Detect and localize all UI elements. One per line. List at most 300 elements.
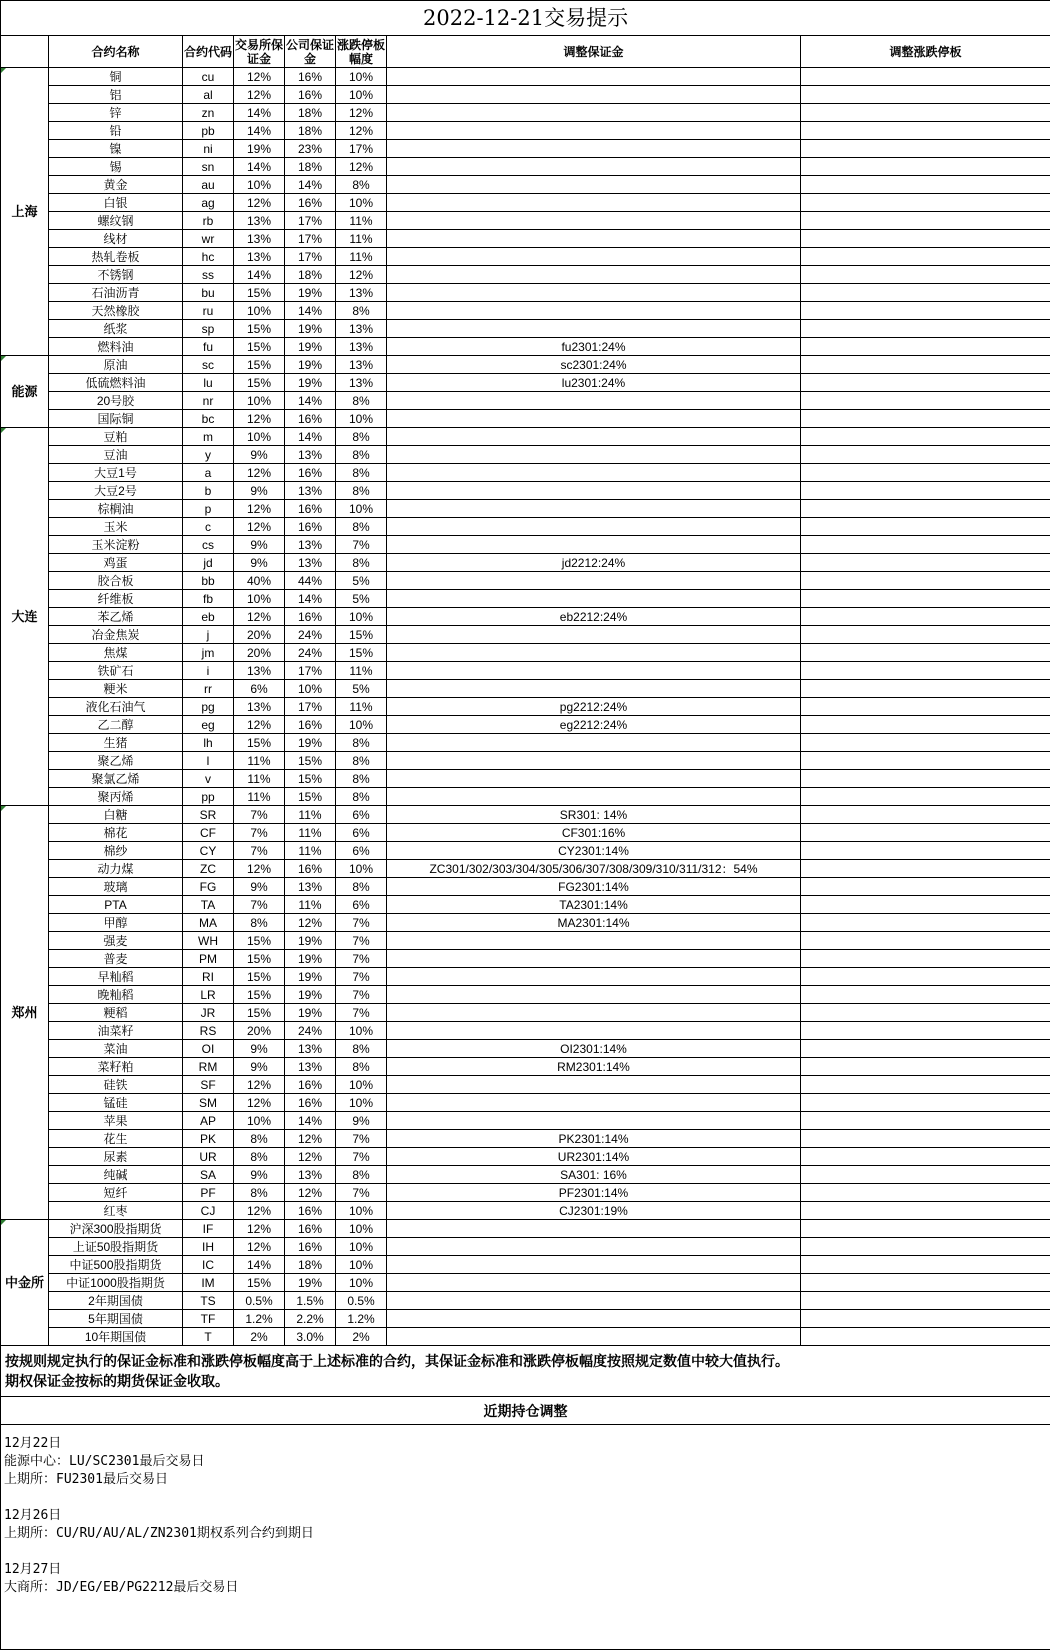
adjust-margin-cell bbox=[387, 1004, 801, 1022]
contract-name-cell: 螺纹钢 bbox=[49, 212, 183, 230]
company-margin-cell: 13% bbox=[285, 1058, 336, 1076]
contract-name-cell: 镍 bbox=[49, 140, 183, 158]
contract-name-cell: 苹果 bbox=[49, 1112, 183, 1130]
note-line: 按规则规定执行的保证金标准和涨跌停板幅度高于上述标准的合约，其保证金标准和涨跌停板幅度按照规定数值中较大值执行。 bbox=[5, 1351, 1046, 1371]
header-company-margin: 公司保证金 bbox=[285, 36, 336, 68]
limit-range-cell: 2% bbox=[336, 1328, 387, 1346]
exchange-margin-cell: 9% bbox=[234, 878, 285, 896]
contract-code-cell: fb bbox=[183, 590, 234, 608]
limit-range-cell: 13% bbox=[336, 338, 387, 356]
adjust-limit-cell bbox=[801, 122, 1050, 140]
table-row bbox=[1, 644, 1050, 662]
limit-range-cell: 10% bbox=[336, 194, 387, 212]
table-row bbox=[1, 320, 1050, 338]
adjust-margin-cell bbox=[387, 590, 801, 608]
company-margin-cell: 18% bbox=[285, 158, 336, 176]
adjust-margin-cell bbox=[387, 302, 801, 320]
table-row bbox=[1, 446, 1050, 464]
table-row bbox=[1, 1274, 1050, 1292]
limit-range-cell: 8% bbox=[336, 464, 387, 482]
company-margin-cell: 19% bbox=[285, 1274, 336, 1292]
adjust-limit-cell bbox=[801, 428, 1050, 446]
table-row bbox=[1, 734, 1050, 752]
adjust-margin-cell bbox=[387, 1022, 801, 1040]
table-row bbox=[1, 770, 1050, 788]
contract-name-cell: 棕榈油 bbox=[49, 500, 183, 518]
contract-name-cell: 粳稻 bbox=[49, 1004, 183, 1022]
exchange-cell: 郑州 bbox=[1, 806, 49, 1220]
contract-name-cell: 上证50股指期货 bbox=[49, 1238, 183, 1256]
company-margin-cell: 14% bbox=[285, 392, 336, 410]
adjust-margin-cell: UR2301:14% bbox=[387, 1148, 801, 1166]
limit-range-cell: 7% bbox=[336, 914, 387, 932]
contract-name-cell: 强麦 bbox=[49, 932, 183, 950]
contract-name-cell: 线材 bbox=[49, 230, 183, 248]
limit-range-cell: 8% bbox=[336, 752, 387, 770]
limit-range-cell: 10% bbox=[336, 608, 387, 626]
adjust-limit-cell bbox=[801, 680, 1050, 698]
header-exchange bbox=[1, 36, 49, 68]
exchange-margin-cell: 10% bbox=[234, 590, 285, 608]
contract-code-cell: hc bbox=[183, 248, 234, 266]
limit-range-cell: 8% bbox=[336, 554, 387, 572]
adjust-margin-cell bbox=[387, 770, 801, 788]
contract-code-cell: ZC bbox=[183, 860, 234, 878]
adjust-margin-cell: TA2301:14% bbox=[387, 896, 801, 914]
adjust-margin-cell: CF301:16% bbox=[387, 824, 801, 842]
adjust-margin-cell bbox=[387, 662, 801, 680]
contract-code-cell: OI bbox=[183, 1040, 234, 1058]
adjust-limit-cell bbox=[801, 320, 1050, 338]
table-row bbox=[1, 608, 1050, 626]
limit-range-cell: 10% bbox=[336, 1094, 387, 1112]
exchange-margin-cell: 8% bbox=[234, 1130, 285, 1148]
contract-code-cell: pb bbox=[183, 122, 234, 140]
exchange-margin-cell: 0.5% bbox=[234, 1292, 285, 1310]
contract-name-cell: 油菜籽 bbox=[49, 1022, 183, 1040]
adjust-margin-cell bbox=[387, 1256, 801, 1274]
company-margin-cell: 16% bbox=[285, 464, 336, 482]
exchange-margin-cell: 7% bbox=[234, 806, 285, 824]
contract-code-cell: IC bbox=[183, 1256, 234, 1274]
contract-code-cell: lu bbox=[183, 374, 234, 392]
company-margin-cell: 2.2% bbox=[285, 1310, 336, 1328]
table-row bbox=[1, 194, 1050, 212]
company-margin-cell: 15% bbox=[285, 770, 336, 788]
table-row bbox=[1, 428, 1050, 446]
adjust-limit-cell bbox=[801, 518, 1050, 536]
contract-name-cell: 黄金 bbox=[49, 176, 183, 194]
adjust-margin-cell bbox=[387, 68, 801, 86]
company-margin-cell: 17% bbox=[285, 248, 336, 266]
adjust-limit-cell bbox=[801, 212, 1050, 230]
note-line: 期权保证金按标的期货保证金收取。 bbox=[5, 1371, 1046, 1391]
adjust-limit-cell bbox=[801, 608, 1050, 626]
company-margin-cell: 14% bbox=[285, 1112, 336, 1130]
adjust-limit-cell bbox=[801, 770, 1050, 788]
contract-name-cell: 硅铁 bbox=[49, 1076, 183, 1094]
adjust-margin-cell bbox=[387, 320, 801, 338]
table-row bbox=[1, 1256, 1050, 1274]
contract-code-cell: rb bbox=[183, 212, 234, 230]
exchange-margin-cell: 11% bbox=[234, 788, 285, 806]
adjust-limit-cell bbox=[801, 1148, 1050, 1166]
contract-code-cell: ss bbox=[183, 266, 234, 284]
table-row bbox=[1, 302, 1050, 320]
adjust-limit-cell bbox=[801, 986, 1050, 1004]
table-row bbox=[1, 1022, 1050, 1040]
adjust-margin-cell bbox=[387, 230, 801, 248]
exchange-margin-cell: 10% bbox=[234, 176, 285, 194]
adjust-margin-cell: lu2301:24% bbox=[387, 374, 801, 392]
exchange-margin-cell: 15% bbox=[234, 356, 285, 374]
limit-range-cell: 7% bbox=[336, 950, 387, 968]
limit-range-cell: 5% bbox=[336, 572, 387, 590]
contract-name-cell: 白银 bbox=[49, 194, 183, 212]
exchange-margin-cell: 15% bbox=[234, 986, 285, 1004]
contract-name-cell: 花生 bbox=[49, 1130, 183, 1148]
exchange-margin-cell: 14% bbox=[234, 266, 285, 284]
contract-code-cell: CF bbox=[183, 824, 234, 842]
contract-code-cell: nr bbox=[183, 392, 234, 410]
contract-name-cell: 10年期国债 bbox=[49, 1328, 183, 1346]
adjust-limit-cell bbox=[801, 410, 1050, 428]
exchange-margin-cell: 7% bbox=[234, 842, 285, 860]
table-row bbox=[1, 176, 1050, 194]
limit-range-cell: 10% bbox=[336, 1274, 387, 1292]
contract-code-cell: b bbox=[183, 482, 234, 500]
exchange-margin-cell: 12% bbox=[234, 608, 285, 626]
adjust-margin-cell bbox=[387, 572, 801, 590]
adjust-limit-cell bbox=[801, 392, 1050, 410]
adjust-limit-cell bbox=[801, 1004, 1050, 1022]
contract-name-cell: PTA bbox=[49, 896, 183, 914]
adjust-margin-cell: RM2301:14% bbox=[387, 1058, 801, 1076]
contract-code-cell: UR bbox=[183, 1148, 234, 1166]
table-row bbox=[1, 788, 1050, 806]
adjust-margin-cell: PK2301:14% bbox=[387, 1130, 801, 1148]
adjust-limit-cell bbox=[801, 1166, 1050, 1184]
company-margin-cell: 24% bbox=[285, 644, 336, 662]
adjust-margin-cell bbox=[387, 968, 801, 986]
limit-range-cell: 10% bbox=[336, 1076, 387, 1094]
company-margin-cell: 13% bbox=[285, 878, 336, 896]
recent-entry bbox=[4, 1435, 1047, 1489]
exchange-margin-cell: 10% bbox=[234, 1112, 285, 1130]
contract-code-cell: sn bbox=[183, 158, 234, 176]
contract-name-cell: 纸浆 bbox=[49, 320, 183, 338]
contract-code-cell: RM bbox=[183, 1058, 234, 1076]
limit-range-cell: 13% bbox=[336, 356, 387, 374]
company-margin-cell: 11% bbox=[285, 896, 336, 914]
exchange-margin-cell: 15% bbox=[234, 284, 285, 302]
contract-name-cell: 低硫燃料油 bbox=[49, 374, 183, 392]
adjust-limit-cell bbox=[801, 806, 1050, 824]
contract-code-cell: PF bbox=[183, 1184, 234, 1202]
exchange-margin-cell: 8% bbox=[234, 1148, 285, 1166]
contract-code-cell: SA bbox=[183, 1166, 234, 1184]
adjust-limit-cell bbox=[801, 662, 1050, 680]
contract-code-cell: SM bbox=[183, 1094, 234, 1112]
table-row bbox=[1, 356, 1050, 374]
adjust-limit-cell bbox=[801, 932, 1050, 950]
adjust-limit-cell bbox=[801, 1058, 1050, 1076]
adjust-limit-cell bbox=[801, 1022, 1050, 1040]
adjust-limit-cell bbox=[801, 374, 1050, 392]
exchange-margin-cell: 40% bbox=[234, 572, 285, 590]
exchange-margin-cell: 12% bbox=[234, 860, 285, 878]
table-row bbox=[1, 950, 1050, 968]
recent-entry-line: 能源中心：LU/SC2301最后交易日 bbox=[4, 1453, 1047, 1471]
company-margin-cell: 19% bbox=[285, 932, 336, 950]
company-margin-cell: 19% bbox=[285, 734, 336, 752]
exchange-margin-cell: 15% bbox=[234, 320, 285, 338]
contract-code-cell: i bbox=[183, 662, 234, 680]
company-margin-cell: 11% bbox=[285, 806, 336, 824]
exchange-margin-cell: 20% bbox=[234, 626, 285, 644]
exchange-margin-cell: 10% bbox=[234, 392, 285, 410]
limit-range-cell: 11% bbox=[336, 212, 387, 230]
adjust-margin-cell bbox=[387, 1220, 801, 1238]
limit-range-cell: 10% bbox=[336, 716, 387, 734]
company-margin-cell: 19% bbox=[285, 374, 336, 392]
recent-entry-line: 上期所：CU/RU/AU/AL/ZN2301期权系列合约到期日 bbox=[4, 1525, 1047, 1543]
adjust-margin-cell bbox=[387, 266, 801, 284]
company-margin-cell: 11% bbox=[285, 824, 336, 842]
adjust-margin-cell bbox=[387, 752, 801, 770]
exchange-cell: 能源 bbox=[1, 356, 49, 428]
contract-code-cell: j bbox=[183, 626, 234, 644]
limit-range-cell: 13% bbox=[336, 284, 387, 302]
limit-range-cell: 8% bbox=[336, 302, 387, 320]
exchange-margin-cell: 12% bbox=[234, 1220, 285, 1238]
margin-table-body bbox=[1, 1, 1050, 1650]
table-row bbox=[1, 626, 1050, 644]
contract-code-cell: bc bbox=[183, 410, 234, 428]
company-margin-cell: 18% bbox=[285, 266, 336, 284]
adjust-limit-cell bbox=[801, 698, 1050, 716]
limit-range-cell: 7% bbox=[336, 536, 387, 554]
company-margin-cell: 15% bbox=[285, 752, 336, 770]
adjust-margin-cell: ZC301/302/303/304/305/306/307/308/309/310/311/312：54% bbox=[387, 860, 801, 878]
table-row bbox=[1, 338, 1050, 356]
recent-entry bbox=[4, 1561, 1047, 1597]
table-row bbox=[1, 500, 1050, 518]
contract-code-cell: RS bbox=[183, 1022, 234, 1040]
adjust-margin-cell bbox=[387, 1328, 801, 1346]
adjust-limit-cell bbox=[801, 500, 1050, 518]
table-row bbox=[1, 158, 1050, 176]
table-row bbox=[1, 1166, 1050, 1184]
limit-range-cell: 8% bbox=[336, 428, 387, 446]
company-margin-cell: 16% bbox=[285, 1076, 336, 1094]
contract-name-cell: 铜 bbox=[49, 68, 183, 86]
adjust-margin-cell bbox=[387, 734, 801, 752]
exchange-margin-cell: 1.2% bbox=[234, 1310, 285, 1328]
limit-range-cell: 8% bbox=[336, 1166, 387, 1184]
adjust-limit-cell bbox=[801, 1202, 1050, 1220]
limit-range-cell: 8% bbox=[336, 392, 387, 410]
contract-code-cell: ru bbox=[183, 302, 234, 320]
limit-range-cell: 7% bbox=[336, 1184, 387, 1202]
recent-entry-date: 12月27日 bbox=[4, 1561, 1047, 1579]
adjust-limit-cell bbox=[801, 554, 1050, 572]
exchange-margin-cell: 15% bbox=[234, 1274, 285, 1292]
contract-code-cell: fu bbox=[183, 338, 234, 356]
contract-name-cell: 短纤 bbox=[49, 1184, 183, 1202]
limit-range-cell: 11% bbox=[336, 248, 387, 266]
adjust-limit-cell bbox=[801, 194, 1050, 212]
company-margin-cell: 19% bbox=[285, 986, 336, 1004]
contract-name-cell: 普麦 bbox=[49, 950, 183, 968]
company-margin-cell: 17% bbox=[285, 662, 336, 680]
adjust-margin-cell: OI2301:14% bbox=[387, 1040, 801, 1058]
table-row bbox=[1, 1130, 1050, 1148]
limit-range-cell: 13% bbox=[336, 320, 387, 338]
adjust-margin-cell bbox=[387, 248, 801, 266]
company-margin-cell: 14% bbox=[285, 428, 336, 446]
exchange-margin-cell: 10% bbox=[234, 428, 285, 446]
adjust-margin-cell bbox=[387, 500, 801, 518]
adjust-limit-cell bbox=[801, 626, 1050, 644]
adjust-margin-cell bbox=[387, 788, 801, 806]
contract-name-cell: 早籼稻 bbox=[49, 968, 183, 986]
adjust-limit-cell bbox=[801, 842, 1050, 860]
exchange-margin-cell: 9% bbox=[234, 1058, 285, 1076]
adjust-limit-cell bbox=[801, 302, 1050, 320]
contract-name-cell: 5年期国债 bbox=[49, 1310, 183, 1328]
adjust-margin-cell: jd2212:24% bbox=[387, 554, 801, 572]
exchange-margin-cell: 9% bbox=[234, 1166, 285, 1184]
adjust-margin-cell bbox=[387, 1292, 801, 1310]
table-row bbox=[1, 68, 1050, 86]
adjust-margin-cell: eg2212:24% bbox=[387, 716, 801, 734]
contract-code-cell: cu bbox=[183, 68, 234, 86]
table-row bbox=[1, 374, 1050, 392]
adjust-margin-cell bbox=[387, 428, 801, 446]
contract-code-cell: m bbox=[183, 428, 234, 446]
limit-range-cell: 10% bbox=[336, 86, 387, 104]
adjust-limit-cell bbox=[801, 266, 1050, 284]
adjust-margin-cell bbox=[387, 194, 801, 212]
table-row bbox=[1, 1220, 1050, 1238]
adjust-limit-cell bbox=[801, 1094, 1050, 1112]
company-margin-cell: 18% bbox=[285, 104, 336, 122]
exchange-margin-cell: 12% bbox=[234, 86, 285, 104]
contract-name-cell: 焦煤 bbox=[49, 644, 183, 662]
contract-name-cell: 菜籽粕 bbox=[49, 1058, 183, 1076]
table-row bbox=[1, 248, 1050, 266]
adjust-limit-cell bbox=[801, 356, 1050, 374]
company-margin-cell: 13% bbox=[285, 446, 336, 464]
table-row bbox=[1, 1040, 1050, 1058]
contract-code-cell: LR bbox=[183, 986, 234, 1004]
exchange-margin-cell: 20% bbox=[234, 644, 285, 662]
exchange-margin-cell: 9% bbox=[234, 1040, 285, 1058]
recent-entry-line: 大商所：JD/EG/EB/PG2212最后交易日 bbox=[4, 1579, 1047, 1597]
adjust-margin-cell: MA2301:14% bbox=[387, 914, 801, 932]
company-margin-cell: 14% bbox=[285, 590, 336, 608]
contract-code-cell: SR bbox=[183, 806, 234, 824]
limit-range-cell: 5% bbox=[336, 680, 387, 698]
table-row bbox=[1, 212, 1050, 230]
company-margin-cell: 1.5% bbox=[285, 1292, 336, 1310]
company-margin-cell: 18% bbox=[285, 122, 336, 140]
contract-name-cell: 粳米 bbox=[49, 680, 183, 698]
exchange-margin-cell: 12% bbox=[234, 716, 285, 734]
recent-entry bbox=[4, 1507, 1047, 1543]
table-row bbox=[1, 464, 1050, 482]
contract-name-cell: 铝 bbox=[49, 86, 183, 104]
contract-code-cell: p bbox=[183, 500, 234, 518]
contract-name-cell: 玉米淀粉 bbox=[49, 536, 183, 554]
contract-code-cell: FG bbox=[183, 878, 234, 896]
adjust-limit-cell bbox=[801, 230, 1050, 248]
contract-name-cell: 晚籼稻 bbox=[49, 986, 183, 1004]
table-row bbox=[1, 410, 1050, 428]
exchange-margin-cell: 14% bbox=[234, 158, 285, 176]
table-row bbox=[1, 536, 1050, 554]
contract-name-cell: 中证500股指期货 bbox=[49, 1256, 183, 1274]
limit-range-cell: 6% bbox=[336, 806, 387, 824]
adjust-limit-cell bbox=[801, 1184, 1050, 1202]
company-margin-cell: 19% bbox=[285, 950, 336, 968]
adjust-limit-cell bbox=[801, 68, 1050, 86]
contract-code-cell: PM bbox=[183, 950, 234, 968]
adjust-margin-cell: sc2301:24% bbox=[387, 356, 801, 374]
contract-name-cell: 铅 bbox=[49, 122, 183, 140]
limit-range-cell: 11% bbox=[336, 698, 387, 716]
exchange-margin-cell: 11% bbox=[234, 770, 285, 788]
company-margin-cell: 13% bbox=[285, 482, 336, 500]
contract-code-cell: pp bbox=[183, 788, 234, 806]
table-row bbox=[1, 1238, 1050, 1256]
contract-name-cell: 纤维板 bbox=[49, 590, 183, 608]
contract-code-cell: bu bbox=[183, 284, 234, 302]
company-margin-cell: 15% bbox=[285, 788, 336, 806]
company-margin-cell: 13% bbox=[285, 554, 336, 572]
adjust-margin-cell bbox=[387, 140, 801, 158]
contract-code-cell: jd bbox=[183, 554, 234, 572]
contract-code-cell: CJ bbox=[183, 1202, 234, 1220]
adjust-margin-cell bbox=[387, 212, 801, 230]
recent-entry-date: 12月22日 bbox=[4, 1435, 1047, 1453]
contract-name-cell: 锰硅 bbox=[49, 1094, 183, 1112]
contract-code-cell: l bbox=[183, 752, 234, 770]
contract-code-cell: PK bbox=[183, 1130, 234, 1148]
table-row bbox=[1, 860, 1050, 878]
contract-name-cell: 菜油 bbox=[49, 1040, 183, 1058]
company-margin-cell: 16% bbox=[285, 500, 336, 518]
limit-range-cell: 8% bbox=[336, 518, 387, 536]
exchange-margin-cell: 12% bbox=[234, 1094, 285, 1112]
company-margin-cell: 16% bbox=[285, 1094, 336, 1112]
header-limit-range: 涨跌停板幅度 bbox=[336, 36, 387, 68]
limit-range-cell: 10% bbox=[336, 1022, 387, 1040]
exchange-margin-cell: 12% bbox=[234, 410, 285, 428]
contract-name-cell: 棉花 bbox=[49, 824, 183, 842]
company-margin-cell: 10% bbox=[285, 680, 336, 698]
table-row bbox=[1, 914, 1050, 932]
company-margin-cell: 16% bbox=[285, 410, 336, 428]
contract-name-cell: 2年期国债 bbox=[49, 1292, 183, 1310]
contract-code-cell: lh bbox=[183, 734, 234, 752]
contract-code-cell: JR bbox=[183, 1004, 234, 1022]
contract-name-cell: 锌 bbox=[49, 104, 183, 122]
exchange-margin-cell: 12% bbox=[234, 68, 285, 86]
company-margin-cell: 12% bbox=[285, 914, 336, 932]
company-margin-cell: 14% bbox=[285, 302, 336, 320]
